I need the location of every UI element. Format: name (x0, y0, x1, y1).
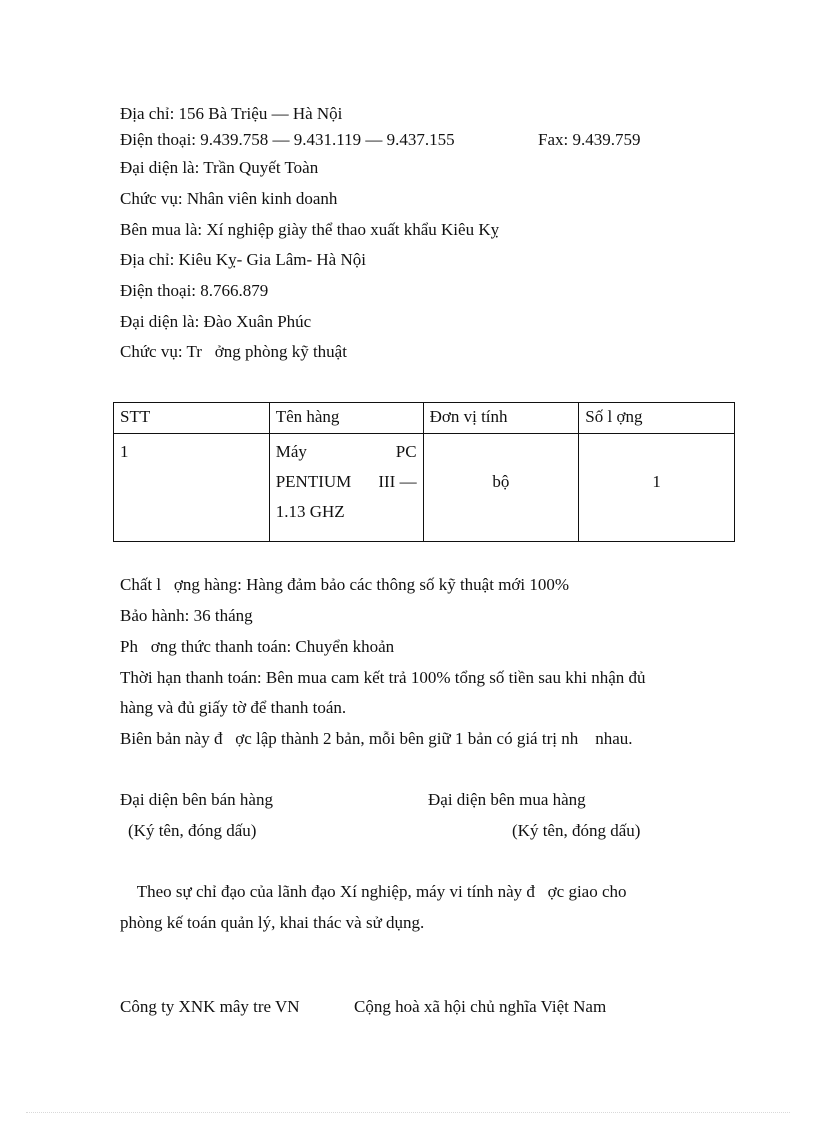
item-name-word-2: PC (395, 442, 417, 461)
item-name-line-2 (276, 467, 417, 497)
cell-quantity: 1 (579, 434, 735, 542)
payment-term-line-1: Thời hạn thanh toán: Bên mua cam kết trả 100% tổng số tiền sau khi nhận đủ (120, 668, 646, 687)
warranty-term: Bảo hành: 36 tháng (120, 606, 253, 625)
buyer-representative: Đại diện là: Đào Xuân Phúc (120, 312, 312, 331)
header-stt: STT (114, 403, 270, 434)
cell-item-name (269, 434, 423, 542)
cell-unit: bộ (423, 434, 579, 542)
seller-fax: Fax: 9.439.759 (538, 130, 641, 149)
buyer-name: Bên mua là: Xí nghiệp giày thể thao xuất khẩu Kiêu Kỵ (120, 220, 500, 239)
table-row (114, 434, 735, 542)
goods-table (113, 402, 735, 542)
copies-term: Biên bản này đ ợc lập thành 2 bản, mỗi bên giữ 1 bản có giá trị nh nhau. (120, 729, 633, 748)
seller-address: Địa chỉ: 156 Bà Triệu — Hà Nội (120, 104, 343, 123)
buyer-phone: Điện thoại: 8.766.879 (120, 281, 269, 300)
item-name-word-1: Máy (275, 442, 307, 461)
header-unit: Đơn vị tính (423, 403, 579, 434)
header-quantity: Số l ợng (579, 403, 735, 434)
item-name-word-4: III — (378, 472, 417, 491)
buyer-signature-note: (Ký tên, đóng dấu) (512, 821, 641, 840)
payment-term-line-2: hàng và đủ giấy tờ để thanh toán. (120, 698, 347, 717)
seller-signature-label: Đại diện bên bán hàng (120, 790, 273, 809)
buyer-address: Địa chỉ: Kiêu Kỵ- Gia Lâm- Hà Nội (120, 250, 366, 269)
footer-company: Công ty XNK mây tre VN (120, 997, 300, 1016)
payment-method-term: Ph ơng thức thanh toán: Chuyển khoản (120, 637, 395, 656)
header-item-name: Tên hàng (269, 403, 423, 434)
seller-position: Chức vụ: Nhân viên kinh doanh (120, 189, 338, 208)
directive-line-2: phòng kế toán quản lý, khai thác và sử dụng. (120, 913, 425, 932)
seller-phone: Điện thoại: 9.439.758 — 9.431.119 — 9.437.155 (120, 130, 455, 149)
quality-term: Chất l ợng hàng: Hàng đảm bảo các thông số kỹ thuật mới 100% (120, 575, 570, 594)
cell-stt: 1 (114, 434, 270, 542)
buyer-signature-label: Đại diện bên mua hàng (428, 790, 586, 809)
item-name-line-1 (276, 437, 417, 467)
directive-line-1: Theo sự chỉ đạo của lãnh đạo Xí nghiệp, máy vi tính này đ ợc giao cho (120, 882, 627, 901)
seller-representative: Đại diện là: Trần Quyết Toàn (120, 158, 319, 177)
page-bottom-divider (26, 1112, 790, 1113)
item-name-word-3: PENTIUM (275, 472, 352, 491)
footer-republic: Cộng hoà xã hội chủ nghĩa Việt Nam (354, 997, 607, 1016)
buyer-position: Chức vụ: Tr ởng phòng kỹ thuật (120, 342, 347, 361)
table-header-row (114, 403, 735, 434)
seller-signature-note: (Ký tên, đóng dấu) (128, 821, 257, 840)
item-name-line-3: 1.13 GHZ (275, 502, 345, 521)
